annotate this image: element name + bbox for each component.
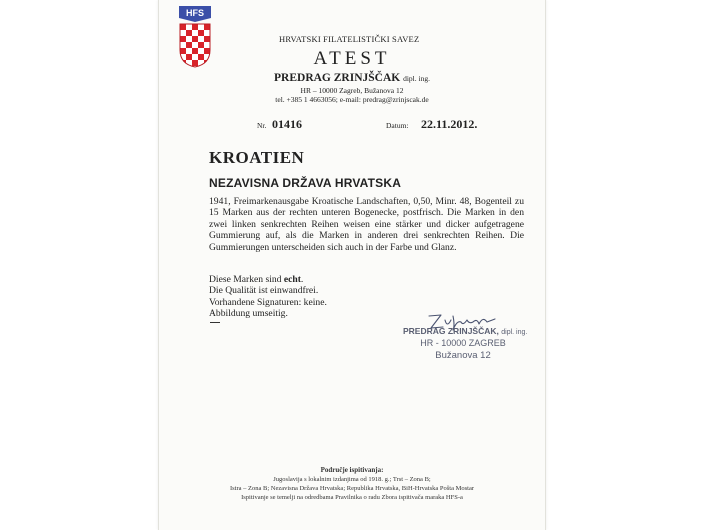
stamp-street: Bužanova 12	[435, 350, 491, 361]
organization-name: HRVATSKI FILATELISTIČKI SAVEZ	[279, 34, 420, 44]
shield-red-square	[192, 36, 198, 42]
genuineness-suffix: .	[300, 274, 304, 285]
stamp-title: dipl. ing.	[501, 329, 528, 336]
hfs-logo-text: HFS	[186, 8, 204, 18]
footer-line-1: Jugoslavija s lokalnim izdanjima od 1918. g.; Trst – Zona B;	[273, 476, 431, 483]
closing-dash	[210, 322, 220, 324]
expert-address: HR – 10000 Zagreb, Bužanova 12	[300, 86, 404, 95]
stamp-name: PREDRAG ZRINJŠČAK,	[403, 326, 499, 336]
stamp-description: 1941, Freimarkenausgabe Kroatische Landschaften, 0,50, Minr. 48, Bogenteil zu 15 Marken aus der rechten unteren Bogenecke, postfrisch. Die Marken in den zwei linken senkrechten Reihen weisen eine stärker und dicker aufgetragene Gummierung auf, als die Marken in anderen drei senkrechten Reihen. Die Gummierungen unterscheiden sich auch in der Farbe und Glanz.	[209, 196, 524, 253]
certificate-page	[158, 0, 546, 530]
shield-red-square	[192, 24, 198, 30]
document-title: ATEST	[313, 48, 391, 69]
genuineness-prefix: Diese Marken sind	[209, 274, 284, 285]
shield-red-square	[186, 30, 192, 36]
signatures-statement: Vorhandene Signaturen: keine.	[209, 296, 327, 308]
date-label: Datum:	[386, 121, 409, 130]
number-label: Nr.	[257, 121, 267, 130]
expert-contact: tel. +385 1 4663056; e-mail: predrag@zrinjscak.de	[275, 95, 429, 104]
expert-heading	[159, 72, 545, 84]
quality-statement: Die Qualität ist einwandfrei.	[209, 285, 319, 297]
stamp-city: HR - 10000 ZAGREB	[420, 338, 506, 348]
shield-red-square	[204, 36, 210, 42]
shield-red-square	[180, 36, 186, 42]
footer-heading: Područje ispitivanja:	[320, 466, 384, 474]
genuineness-statement	[209, 274, 524, 285]
footer-line-3: Ispitivanje se temelji na odredbama Pravilnika o radu Zbora ispitivača maraka HFS-a	[241, 494, 463, 501]
expert-title: dipl. ing.	[403, 74, 430, 83]
genuineness-verdict: echt	[283, 274, 301, 285]
country-heading: KROATIEN	[209, 148, 305, 167]
certificate-date: 22.11.2012.	[421, 117, 478, 131]
footer-line-2: Istra – Zona B; Nezavisna Država Hrvatska; Republika Hrvatska, BiH-Hrvatska Pošta Mostar	[229, 485, 475, 492]
expert-name: PREDRAG ZRINJŠČAK	[274, 72, 401, 84]
stamp-name-line	[403, 326, 528, 336]
issue-subtitle: NEZAVISNA DRŽAVA HRVATSKA	[209, 176, 402, 190]
shield-red-square	[180, 24, 186, 30]
certificate-number: 01416	[272, 117, 302, 131]
shield-red-square	[198, 30, 204, 36]
shield-red-square	[204, 24, 210, 30]
expert-stamp	[403, 326, 528, 361]
illustration-note: Abbildung umseitig.	[209, 308, 288, 320]
